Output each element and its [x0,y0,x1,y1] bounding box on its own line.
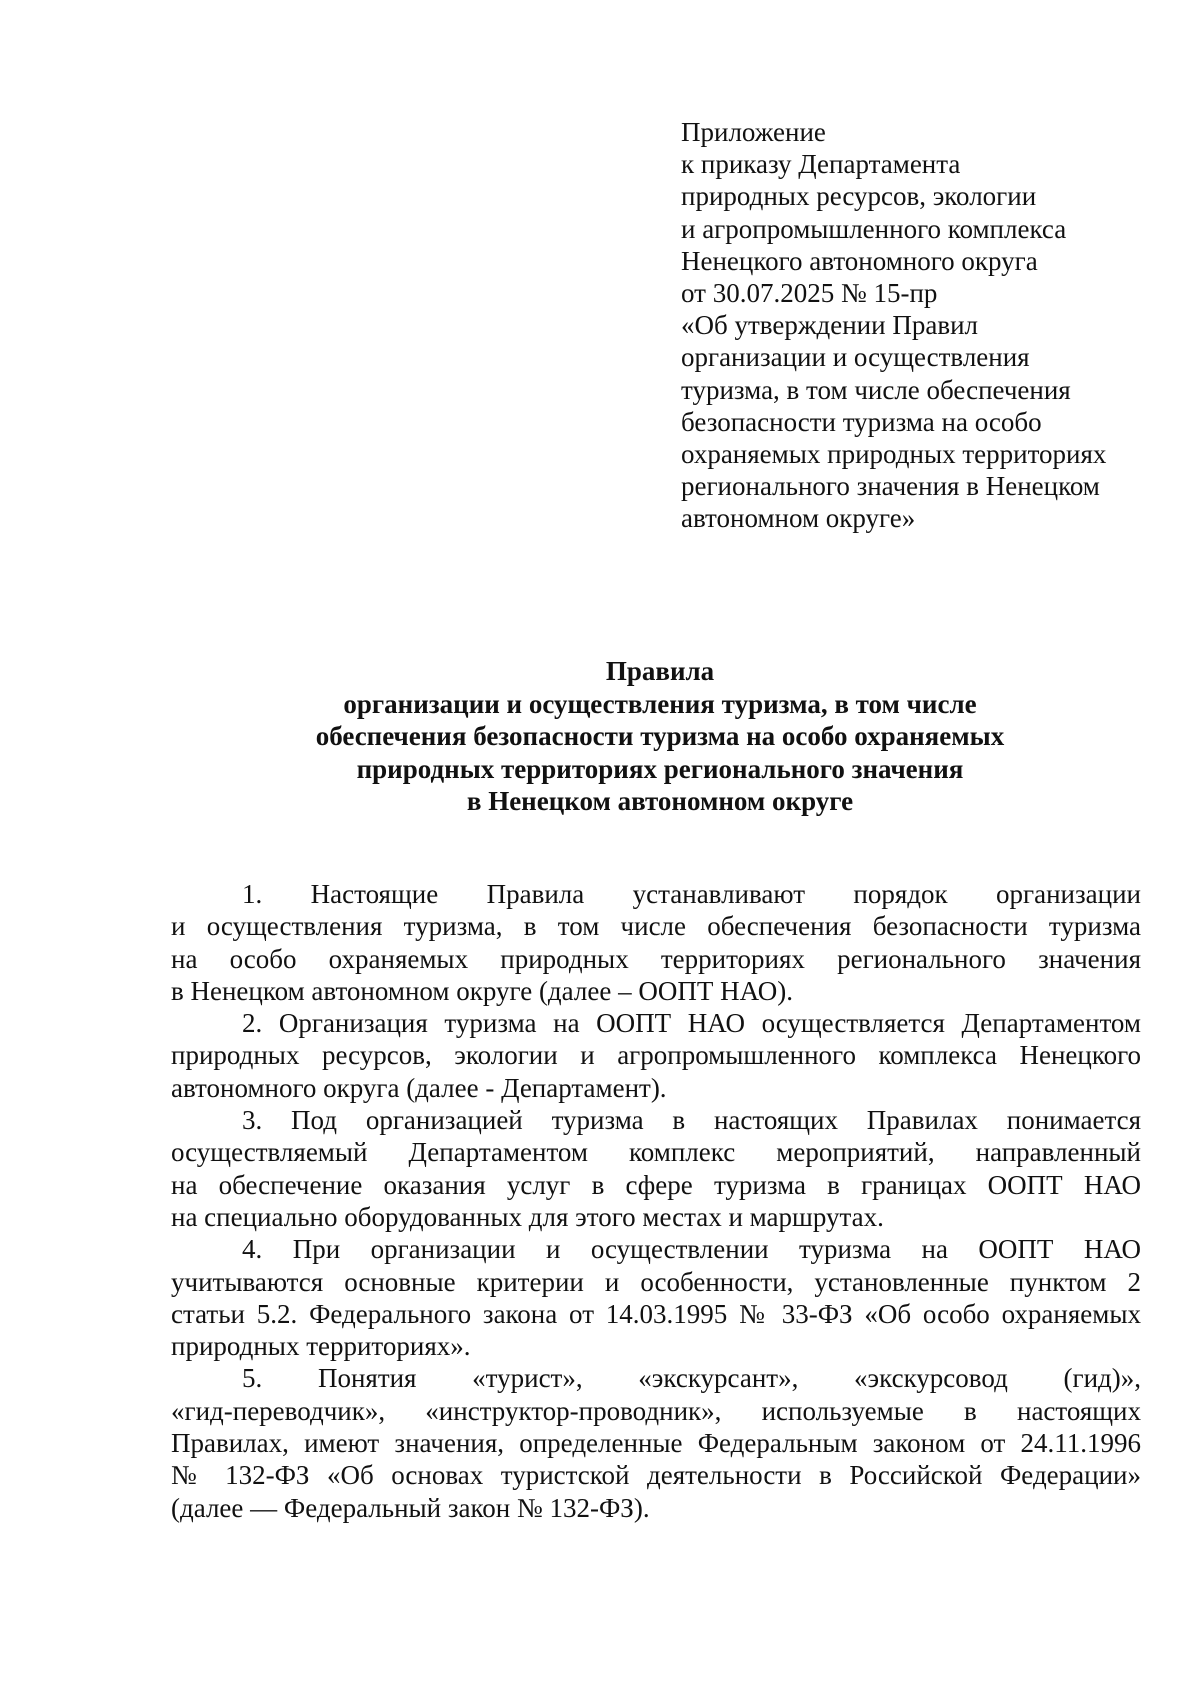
title-line: природных территориях регионального значения [356,753,964,784]
paragraph-line: № 132-ФЗ «Об основах туристской деятельности в Российской Федерации» [171,1460,1141,1491]
title-line: Правила [605,656,715,686]
appendix-line: организации и осуществления [681,342,1030,373]
paragraph-line: осуществляемый Департаментом комплекс мероприятий, направленный [171,1137,1141,1168]
document-body [171,878,1141,1524]
title-line: обеспечения безопасности туризма на особо охраняемых [315,721,1005,751]
paragraph-line: на особо охраняемых природных территориях регионального значения [171,943,1141,974]
appendix-line: природных ресурсов, экологии [681,181,1037,212]
paragraph-line: и осуществления туризма, в том числе обеспечения безопасности туризма [171,911,1141,942]
paragraph-4 [171,1233,1141,1362]
appendix-line: туризма, в том числе обеспечения [681,374,1071,405]
appendix-line: Ненецкого автономного округа [681,245,1038,276]
paragraph-line: учитываются основные критерии и особенности, установленные пунктом 2 [171,1266,1141,1297]
appendix-line: Приложение [681,117,826,147]
paragraph-1 [171,878,1141,1007]
paragraph-line: природных ресурсов, экологии и агропромышленного комплекса Ненецкого [171,1040,1141,1071]
paragraph-2 [171,1007,1141,1104]
paragraph-line: 5. Понятия «турист», «экскурсант», «экскурсовод (гид)», [242,1363,1141,1394]
paragraph-3 [171,1104,1141,1233]
paragraph-line: в Ненецком автономном округе (далее – ООПТ НАО). [171,975,793,1006]
appendix-line: «Об утверждении Правил [681,310,978,341]
paragraph-line: 1. Настоящие Правила устанавливают порядок организации [242,879,1141,909]
appendix-line: автономном округе» [681,503,916,534]
paragraph-line: Правилах, имеют значения, определенные Федеральным законом от 24.11.1996 [171,1428,1141,1459]
paragraph-line: статьи 5.2. Федерального закона от 14.03.1995 № 33-ФЗ «Об особо охраняемых [171,1298,1141,1329]
paragraph-5 [171,1362,1141,1523]
paragraph-line: на обеспечение оказания услуг в сфере туризма в границах ООПТ НАО [171,1169,1141,1200]
appendix-line: охраняемых природных территориях [681,439,1107,470]
paragraph-line: природных территориях». [171,1331,471,1362]
title-line: организации и осуществления туризма, в том числе [343,688,977,719]
appendix-note [681,116,1161,535]
appendix-line: безопасности туризма на особо [681,406,1042,437]
paragraph-line: (далее — Федеральный закон № 132-ФЗ). [171,1492,650,1523]
paragraph-line: 2. Организация туризма на ООПТ НАО осуществляется Департаментом [242,1008,1141,1039]
paragraph-line: автономного округа (далее - Департамент). [171,1072,667,1103]
paragraph-line: 4. При организации и осуществлении туризма на ООПТ НАО [242,1234,1141,1265]
appendix-line: и агропромышленного комплекса [681,213,1067,244]
appendix-line: к приказу Департамента [681,149,961,180]
paragraph-line: «гид-переводчик», «инструктор-проводник», используемые в настоящих [171,1395,1141,1426]
document-title [160,655,1160,818]
appendix-line: регионального значения в Ненецком [681,471,1100,502]
title-line: в Ненецком автономном округе [466,786,854,816]
paragraph-line: на специально оборудованных для этого местах и маршрутах. [171,1201,884,1232]
paragraph-line: 3. Под организацией туризма в настоящих Правилах понимается [242,1105,1141,1136]
appendix-line: от 30.07.2025 № 15-пр [681,278,938,309]
